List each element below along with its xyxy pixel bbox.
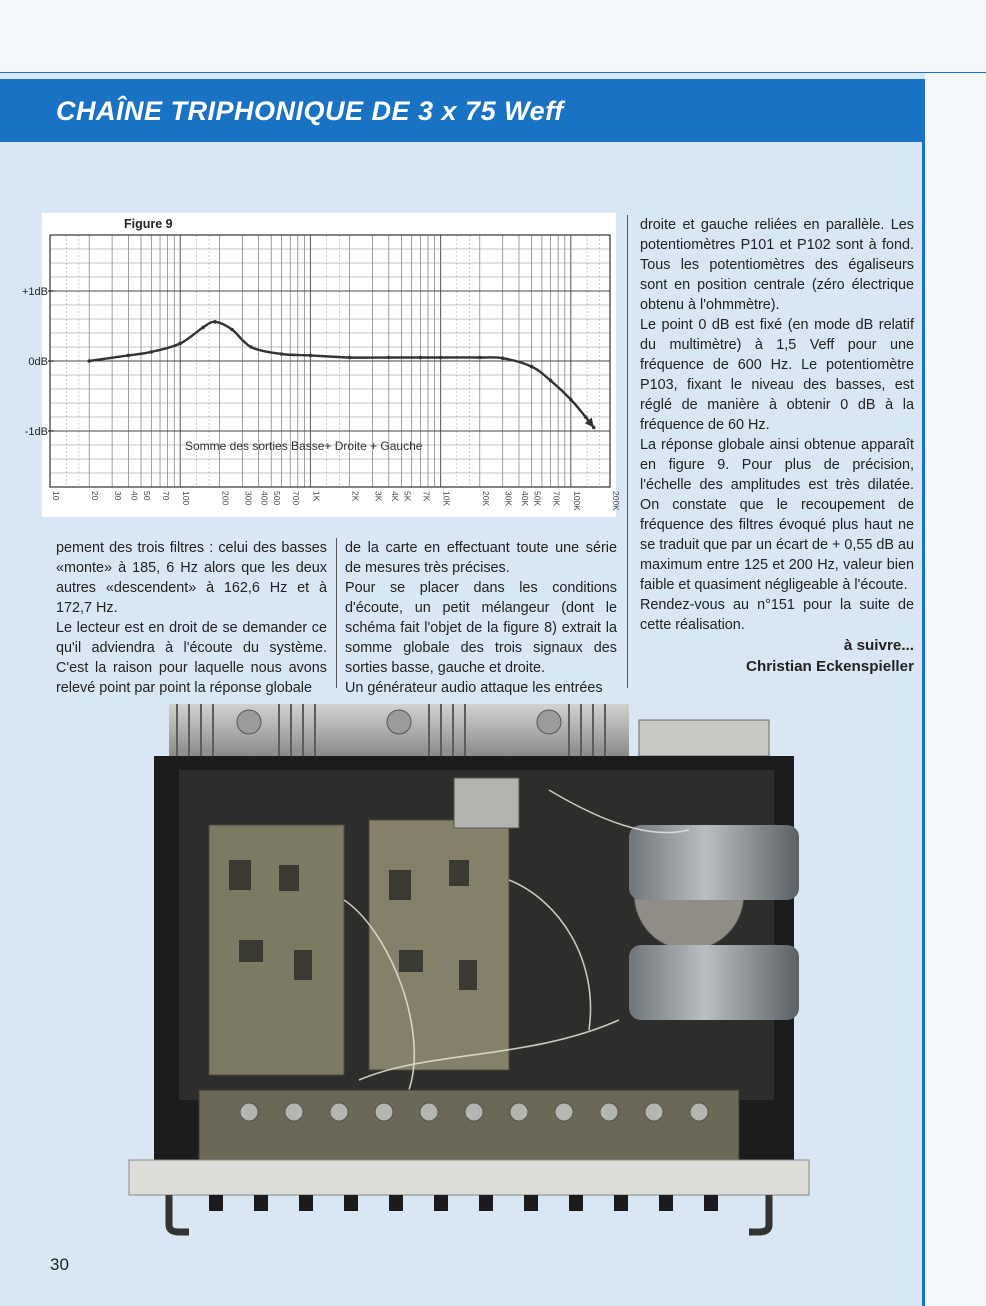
x-tick-label: 70 (161, 491, 172, 501)
x-tick-label: 50 (142, 491, 153, 501)
text-column-middle (345, 538, 617, 698)
frequency-response-chart (22, 213, 621, 517)
data-point (150, 350, 154, 354)
data-point (549, 379, 553, 383)
x-tick-label: 50K (532, 491, 543, 507)
data-point (530, 365, 534, 369)
x-tick-label: 30 (113, 491, 124, 501)
x-tick-label: 40K (519, 491, 530, 507)
x-tick-label: 10 (51, 491, 61, 501)
column-rule (627, 215, 628, 688)
x-axis-ticks (51, 491, 621, 511)
x-tick-label: 30K (503, 491, 514, 507)
paragraph: La réponse globale ainsi obtenue apparaît en figure 9. Pour plus de précision, l'échelle des amplitudes est très dilatée. On constate que le recoupement de fréquence des filtres évoqué plus haut ne se traduit que par un écart de + 0,55 dB au maximum entre 125 et 200 Hz, valeur bien faible et quasiment négligeable à l'écoute. (640, 437, 915, 593)
data-point (213, 320, 217, 324)
x-tick-label: 40 (129, 491, 140, 501)
paragraph: Rendez-vous au n°151 pour la suite de cette réalisation. (640, 597, 914, 633)
top-rule (0, 72, 986, 73)
rear-connector-panel (639, 720, 769, 756)
filter-capacitor (629, 945, 799, 1020)
data-point (178, 342, 182, 346)
x-tick-label: 10K (441, 491, 452, 507)
x-tick-label: 500 (272, 491, 283, 506)
page-title: CHAÎNE TRIPHONIQUE DE 3 x 75 Weff (56, 96, 564, 126)
amplifier-board-middle (369, 820, 509, 1070)
figure-9 (22, 213, 621, 517)
continued-note: à suivre... (843, 637, 914, 654)
data-point (569, 398, 573, 402)
x-tick-label: 5K (402, 491, 413, 502)
x-tick-label: 20 (90, 491, 101, 501)
data-point (419, 356, 423, 360)
data-point (201, 326, 205, 330)
x-tick-label: 7K (421, 491, 432, 502)
x-tick-label: 200 (220, 491, 231, 506)
filter-capacitor (629, 825, 799, 900)
page-number: 30 (50, 1255, 69, 1274)
x-tick-label: 2K (350, 491, 361, 502)
top-margin (0, 0, 986, 72)
text-column-left (56, 538, 327, 698)
amplifier-interior-photo (129, 700, 809, 1235)
paragraph: de la carte en effectuant toute une série de mesures très précises. (345, 540, 617, 576)
legend-label: Somme des sorties Basse+ Droite + Gauche (185, 439, 423, 453)
x-tick-label: 70K (551, 491, 562, 507)
y-tick-label: +1dB (22, 286, 48, 298)
power-transistor (387, 710, 411, 734)
right-margin (925, 73, 986, 1306)
y-axis-ticks (22, 286, 54, 438)
data-point (592, 426, 596, 430)
x-tick-label: 300 (243, 491, 254, 506)
x-tick-label: 3K (373, 491, 384, 502)
data-point (348, 356, 352, 360)
front-knobs (209, 1195, 718, 1211)
paragraph: Le lecteur est en droit de se demander ce qu'il adviendra à l'écoute du système. C'est la raison pour laquelle nous avons relevé point par point la réponse globale (56, 620, 327, 696)
power-transistor (537, 710, 561, 734)
data-point (230, 328, 234, 332)
data-point (249, 345, 253, 349)
transformer (454, 778, 519, 828)
response-curve (89, 322, 594, 428)
data-point (584, 415, 588, 419)
data-point (280, 352, 284, 356)
power-transistor (237, 710, 261, 734)
figure-caption: Figure 9 (124, 217, 173, 231)
paragraph: pement des trois filtres : celui des basses «monte» à 185, 6 Hz alors que les deux autres «descendent» à 162,6 Hz et à 172,7 Hz. (56, 540, 327, 616)
data-point (309, 354, 313, 358)
front-handle-left (169, 1195, 189, 1232)
x-tick-label: 1K (311, 491, 322, 502)
x-tick-label: 20K (480, 491, 491, 507)
x-tick-label: 4K (389, 491, 400, 502)
y-tick-label: -1dB (24, 426, 48, 438)
data-point (127, 354, 131, 358)
column-rule (336, 538, 337, 688)
data-point (87, 359, 91, 363)
data-point (501, 356, 505, 360)
paragraph: Le point 0 dB est fixé (en mode dB relatif du multimètre) à 1,5 Veff pour une fréquence de 600 Hz. Le potentiomètre P103, fixant le niveau des basses, est réglé de manière à obtenir 0 dB à la fréquence de 60 Hz. (640, 317, 914, 433)
data-point (478, 356, 482, 360)
x-tick-label: 100K (571, 491, 582, 511)
paragraph: Un générateur audio attaque les entrées (345, 680, 603, 696)
text-column-right (640, 215, 914, 677)
front-handle-right (749, 1195, 769, 1232)
x-tick-label: 200K (611, 491, 621, 511)
equalizer-board (199, 1090, 739, 1160)
y-tick-label: 0dB (28, 356, 48, 368)
data-point (439, 356, 443, 360)
author-name: Christian Eckenspieller (746, 658, 914, 675)
x-tick-label: 100 (181, 491, 192, 506)
x-tick-label: 400 (259, 491, 270, 506)
x-tick-label: 700 (291, 491, 302, 506)
data-point (387, 356, 391, 360)
paragraph: Pour se placer dans les conditions d'écoute, un petit mélangeur (dont le schéma fait l'objet de la figure 8) extrait la somme globale des trois signaux des sorties basse, gauche et droite. (345, 580, 617, 676)
front-panel (129, 1160, 809, 1195)
paragraph: droite et gauche reliées en parallèle. Les potentiomètres P101 et P102 sont à fond. Tous les potentiomètres des égaliseurs sont en position centrale (zéro électrique obtenu à l'ohmmètre). (640, 217, 914, 313)
